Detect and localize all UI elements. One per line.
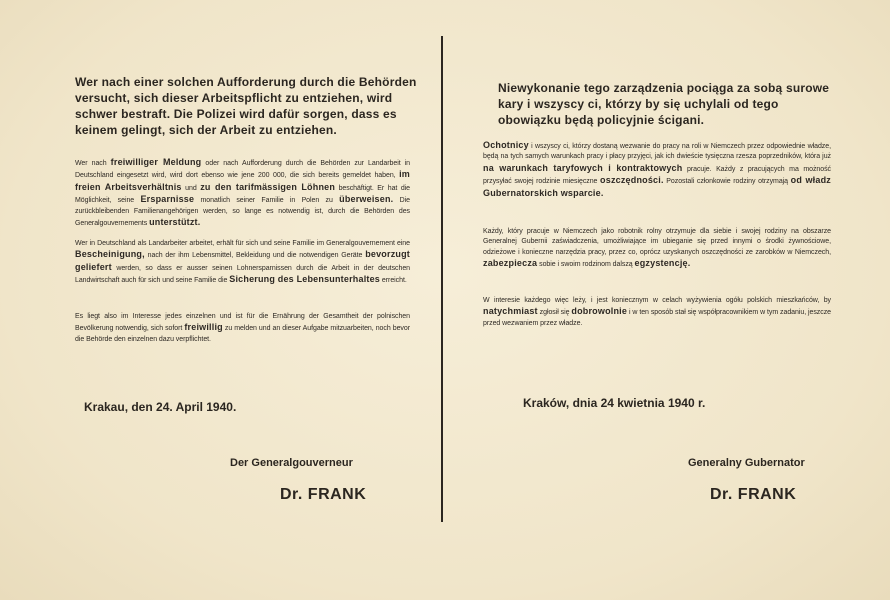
german-paragraph-2: Wer in Deutschland als Landarbeiter arbeitet, erhält für sich und seine Familie im Generalgouvernement eine Bescheinigung, nach der ihm Lebensmittel, Bekleidung und die notwendigen Geräte bevorzugt geliefert werden, so dass er ausser seinen Lohnersparnissen durch die Arbeit in der deutschen Landwirtschaft auch für sich und seine Familie die Sicherung des Lebensunterhaltes erreicht. (75, 240, 410, 285)
column-divider (441, 36, 443, 522)
german-date: Krakau, den 24. April 1940. (84, 400, 237, 414)
polish-signatory-name: Dr. FRANK (710, 486, 797, 503)
polish-paragraph-2: Każdy, który pracuje w Niemczech jako robotnik rolny otrzymuje dla siebie i swojej rodziny na obszarze Generalnej Gubernii zaświadczenia, umożliwiające im ubieganie się przed innymi o środki żywnościowe, odzieżowe i konieczne narzędzia pracy, przez co, oprócz uzyskanych oszczędności ze zarobków w Niemczech, zabezpiecza sobie i swoim rodzinom dalszą egzystencję. (483, 228, 831, 269)
german-lead-paragraph: Wer nach einer solchen Aufforderung durch die Behörden versucht, sich dieser Arbeitspflicht zu entziehen, wird schwer bestraft. Die Polizei wird dafür sorgen, dass es keinem gelingt, sich der Arbeit zu entziehen. (75, 75, 417, 137)
german-signatory-title: Der Generalgouverneur (230, 457, 353, 469)
polish-signatory-title: Generalny Gubernator (688, 457, 805, 469)
polish-paragraph-1: Ochotnicy i wszyscy ci, którzy dostaną wezwanie do pracy na roli w Niemczech przez odpowiednie władze, będą na tych samych warunkach pracy i płacy przyjęci, jak ich dwieście tysięczna rzesza poprzedników, która już na warunkach taryfowych i kontraktowych pracuje. Każdy z pracujących ma możność przysyłać swojej rodzinie miesięczne oszczędności. Pozostali członkowie rodziny otrzymają od władz Gubernatorskich wsparcie. (483, 140, 831, 198)
german-paragraph-1: Wer nach freiwilliger Meldung oder nach Aufforderung durch die Behörden zur Landarbeit in Deutschland eingesetzt wird, wird dort ebenso wie jene 200 000, die sich bereits gemeldet haben, im freien Arbeitsverhältnis und zu den tarifmässigen Löhnen beschäftigt. Er hat die Möglichkeit, seine Ersparnisse monatlich seiner Familie in Polen zu überweisen. Die zurückbleibenden Familienangehörigen werden, so lange es notwendig ist, durch die Behörden des Generalgouvernements unterstützt. (75, 157, 411, 228)
polish-lead-paragraph: Niewykonanie tego zarządzenia pociąga za sobą surowe kary i wszyscy ci, którzy by się uchylali od tego obowiązku będą policyjnie ścigani. (498, 81, 830, 127)
polish-paragraph-3: W interesie każdego więc leży, i jest koniecznym w celach wyżywienia ogółu polskich mieszkańców, by natychmiast zgłosił się dobrowolnie i w ten sposób stał się współpracownikiem w tym zadaniu, jeszcze przed wezwaniem przez władze. (483, 297, 831, 327)
german-signatory-name: Dr. FRANK (280, 486, 367, 503)
german-paragraph-3: Es liegt also im Interesse jedes einzelnen und ist für die Ernährung der Gesamtheit der polnischen Bevölkerung notwendig, sich sofort freiwillig zu melden und an dieser Aufgabe mitzuarbeiten, noch bevor die Behörde den einzelnen dazu verpflichtet. (75, 313, 410, 343)
polish-date: Kraków, dnia 24 kwietnia 1940 r. (523, 396, 706, 410)
